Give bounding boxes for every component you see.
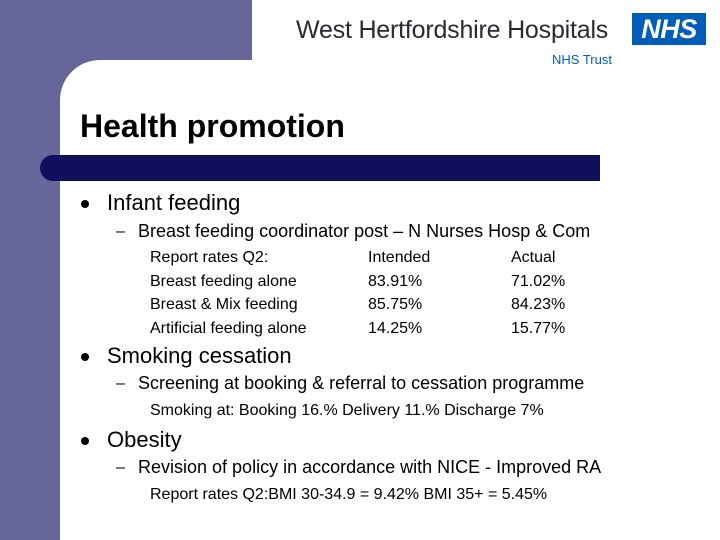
bullet-icon [81, 200, 89, 208]
smoking-cessation-detail: Smoking at: Booking 16.% Delivery 11.% Discharge 7% [150, 402, 544, 419]
obesity-subpoint: Revision of policy in accordance with NICE - Improved RA [138, 457, 602, 477]
table-cell: 15.77% [511, 319, 566, 337]
frame-corner [60, 60, 100, 100]
table-cell: Intended [368, 249, 431, 266]
table-cell: 83.91% [368, 272, 423, 290]
feeding-table-intended [368, 246, 430, 340]
table-cell: Actual [511, 249, 556, 266]
infant-feeding-heading: Infant feeding [107, 190, 241, 215]
smoking-cessation-heading: Smoking cessation [107, 343, 292, 368]
dash-icon: – [116, 223, 125, 240]
table-cell: 14.25% [368, 319, 423, 337]
table-cell: Artificial feeding alone [150, 319, 307, 337]
feeding-table-labels [150, 246, 307, 340]
dash-icon: – [116, 375, 125, 392]
bullet-icon [81, 437, 89, 445]
table-cell: Breast & Mix feeding [150, 296, 298, 313]
organisation-name: West Hertfordshire Hospitals [296, 16, 609, 44]
obesity-detail: Report rates Q2:BMI 30-34.9 = 9.42% BMI 35+ = 5.45% [150, 486, 548, 503]
bullet-icon [81, 353, 89, 361]
dash-icon: – [116, 459, 125, 476]
slide-title: Health promotion [80, 108, 345, 144]
table-cell: 85.75% [368, 296, 423, 313]
table-cell: 71.02% [511, 272, 566, 290]
feeding-table-actual [511, 246, 565, 340]
title-underline-bar [40, 155, 600, 181]
left-frame-bar [0, 0, 60, 540]
nhs-logo: NHS [632, 13, 706, 45]
obesity-heading: Obesity [107, 427, 182, 452]
nhs-trust-label: NHS Trust [552, 52, 612, 67]
top-frame-bar [0, 0, 252, 60]
infant-feeding-subpoint: Breast feeding coordinator post – N Nurses Hosp & Com [138, 221, 591, 241]
table-cell: Report rates Q2: [150, 249, 269, 266]
table-cell: Breast feeding alone [150, 272, 297, 290]
table-cell: 84.23% [511, 296, 566, 313]
smoking-cessation-subpoint: Screening at booking & referral to cessation programme [138, 373, 585, 393]
